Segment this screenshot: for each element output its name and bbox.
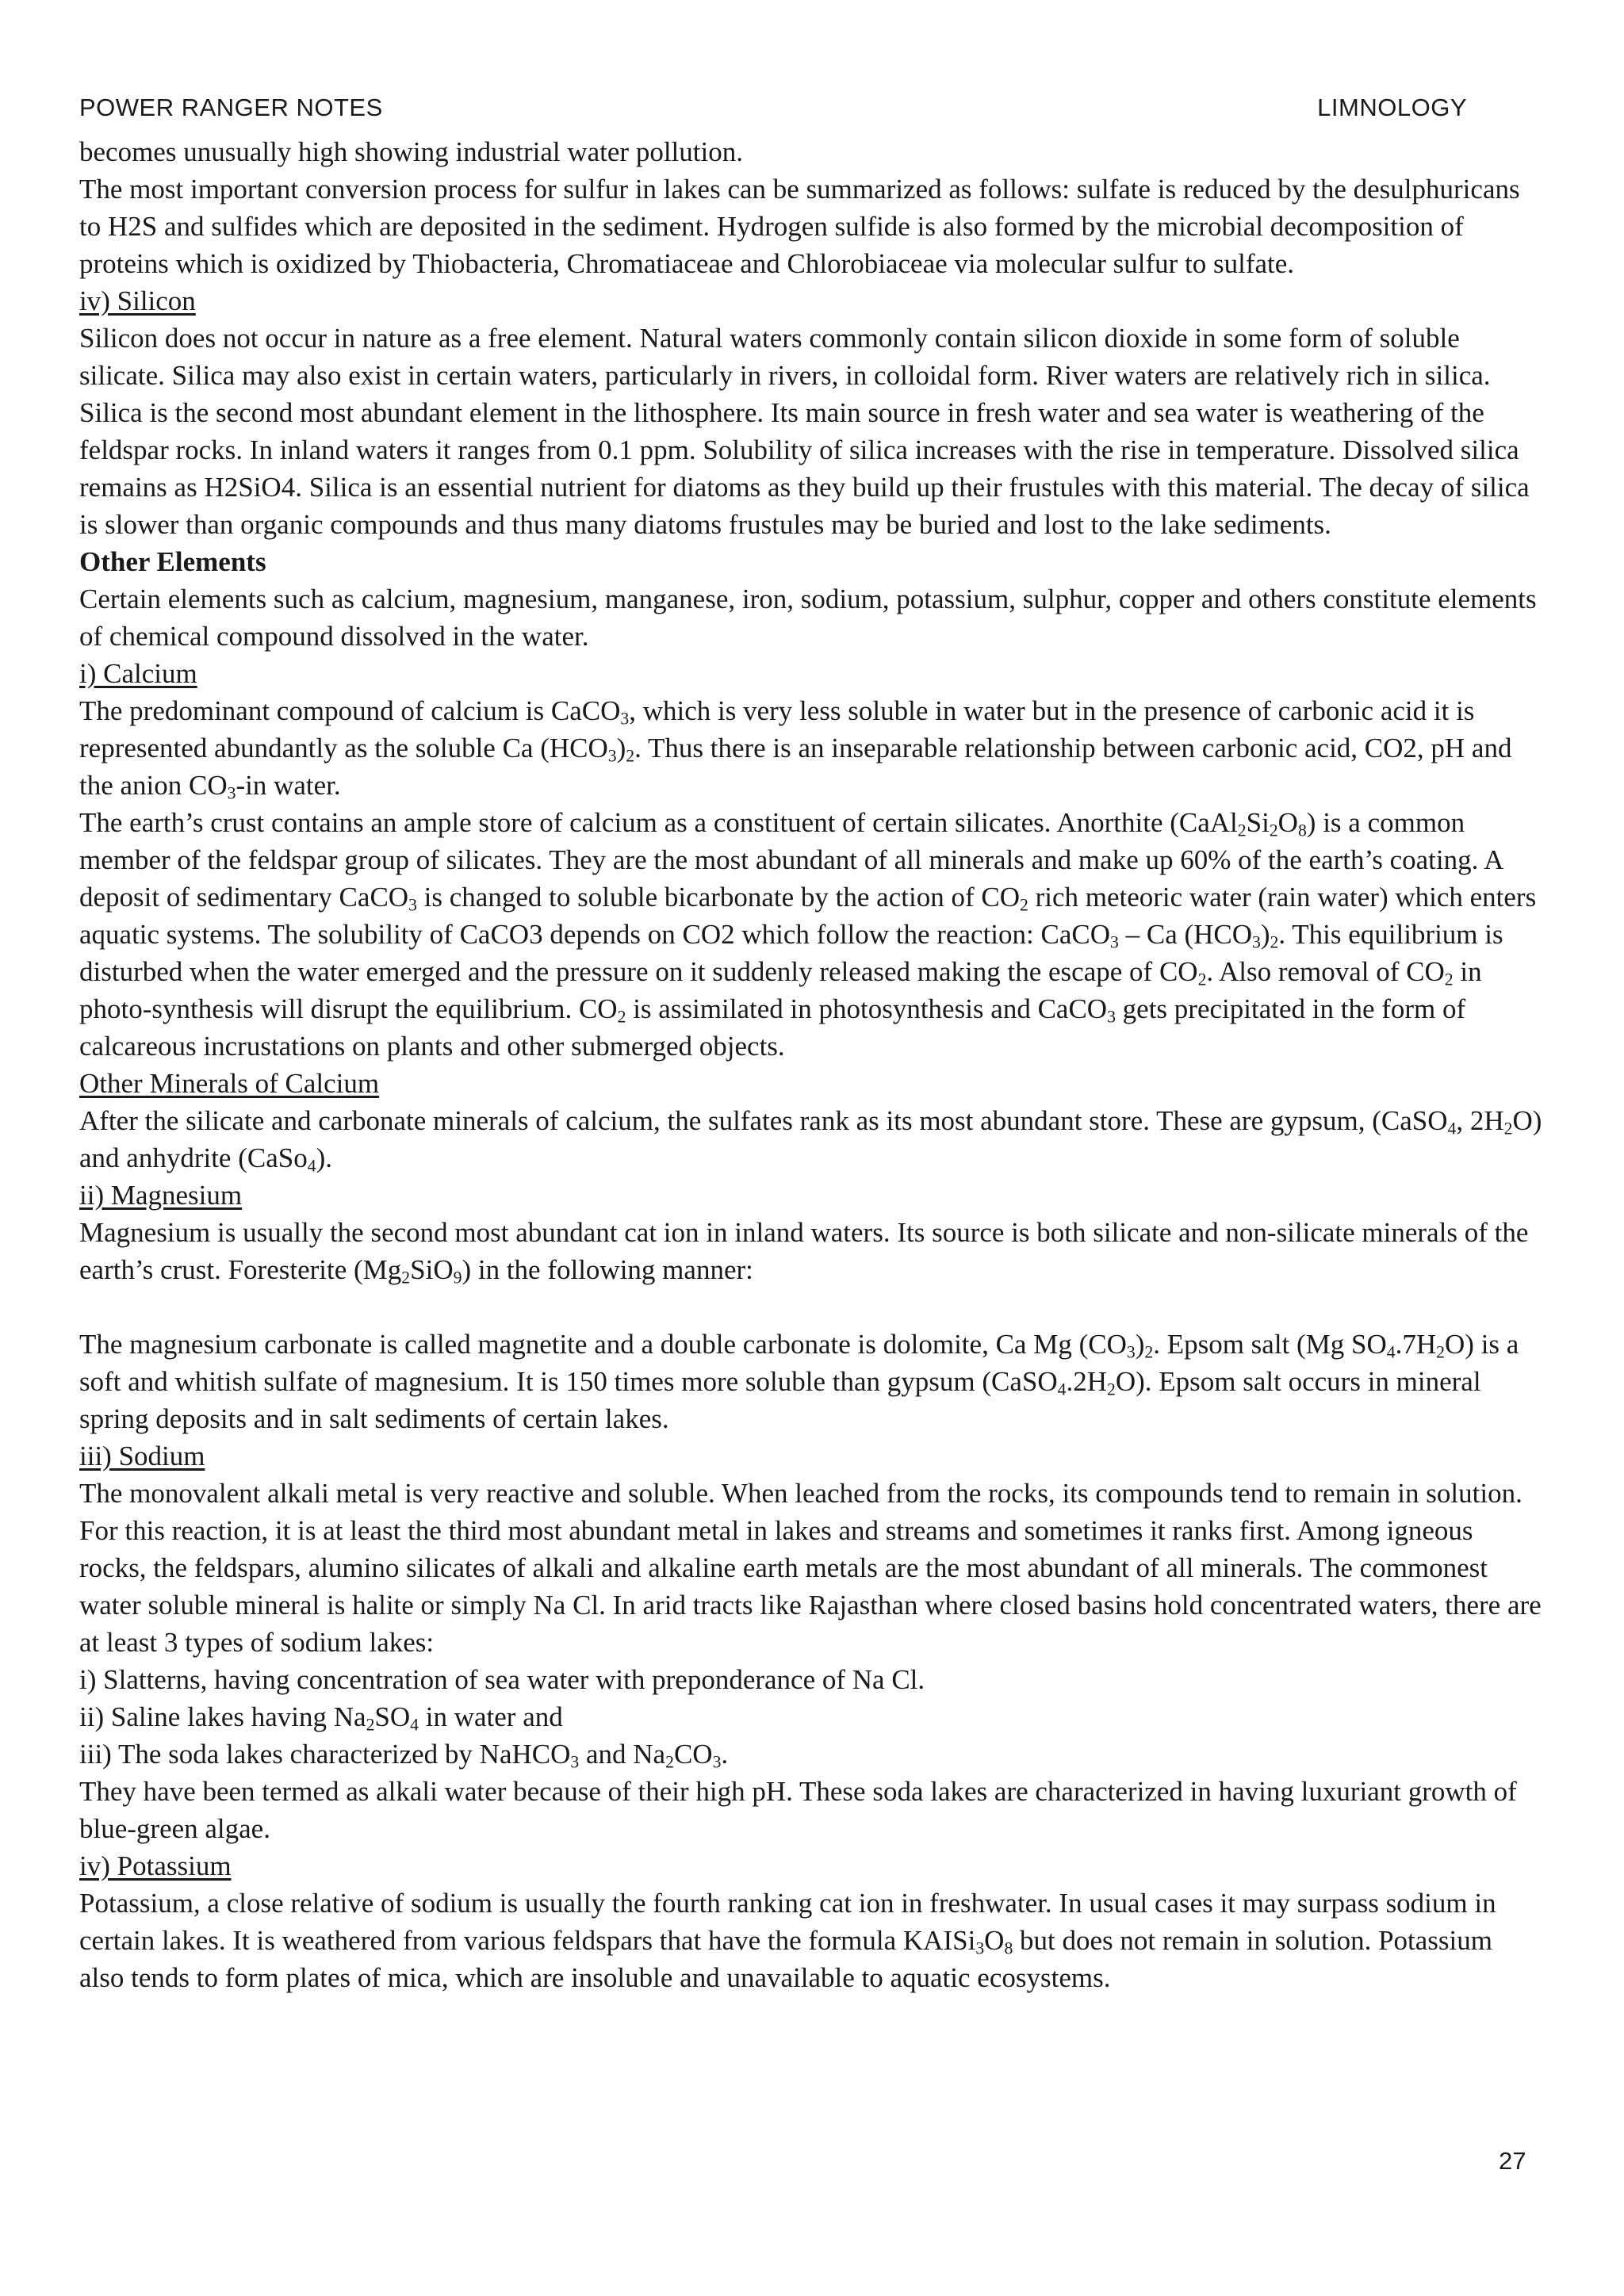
paragraph: Certain elements such as calcium, magnesium, manganese, iron, sodium, potassium, sulphur, copper and others constitute elements of chemical compound dissolved in the water.: [79, 584, 1537, 652]
page-header: [79, 94, 1467, 122]
header-left-title: POWER RANGER NOTES: [79, 94, 383, 121]
paragraph: i) Slatterns, having concentration of sea water with preponderance of Na Cl.: [79, 1664, 925, 1695]
blank-line: [79, 1288, 1542, 1326]
page-number: 27: [1499, 2147, 1526, 2175]
paragraph: The magnesium carbonate is called magnetite and a double carbonate is dolomite, Ca Mg $(CO_3)_2$. Epsom salt (Mg $SO_4.7H_2O$) is a soft and whitish sulfate of magnesium. It is 150 times more soluble than gypsum $(CaSO_4.2H_2O)$. Epsom salt occurs in mineral spring deposits and in salt sediments of certain lakes.: [79, 1329, 1519, 1434]
section-heading: i) Calcium: [79, 658, 197, 689]
paragraph: becomes unusually high showing industrial water pollution.: [79, 136, 743, 167]
paragraph: They have been termed as alkali water because of their high pH. These soda lakes are characterized in having luxuriant growth of blue-green algae.: [79, 1776, 1517, 1844]
paragraph: After the silicate and carbonate minerals of calcium, the sulfates rank as its most abundant store. These are gypsum, (CaSO$_4$, $2H_2O$) and anhydrite (CaSo$_4$).: [79, 1105, 1542, 1176]
section-heading: ii) Magnesium: [79, 1180, 243, 1211]
paragraph: ii) Saline lakes having $Na_2SO_4$ in water and: [79, 1701, 563, 1735]
paragraph: Potassium, a close relative of sodium is usually the fourth ranking cat ion in freshwater. In usual cases it may surpass sodium in certain lakes. It is weathered from various feldspars that have the formula $KAISi_3O_8$ but does not remain in solution. Potassium also tends to form plates of mica, which are insoluble and unavailable to aquatic ecosystems.: [79, 1888, 1496, 1993]
paragraph: The predominant compound of calcium is CaCO$_3$, which is very less soluble in water but in the presence of carbonic acid it is represented abundantly as the soluble Ca $(HCO_3)_2$. Thus there is an inseparable relationship between carbonic acid, CO2, pH and the anion $CO_3-in$ water.: [79, 695, 1512, 803]
header-right-title: LIMNOLOGY: [1317, 94, 1467, 121]
section-heading: Other Elements: [79, 546, 266, 577]
section-heading: iii) Sodium: [79, 1441, 205, 1471]
document-body: [79, 133, 1542, 1996]
section-heading: iv) Potassium: [79, 1850, 232, 1881]
paragraph: iii) The soda lakes characterized by NaHCO$_3$ and $Na_2CO_3$.: [79, 1739, 729, 1772]
paragraph: The monovalent alkali metal is very reactive and soluble. When leached from the rocks, its compounds tend to remain in solution. For this reaction, it is at least the third most abundant metal in lakes and streams and sometimes it ranks first. Among igneous rocks, the feldspars, alumino silicates of alkali and alkaline earth metals are the most abundant of all minerals. The commonest water soluble mineral is halite or simply Na Cl. In arid tracts like Rajasthan where closed basins hold concentrated waters, there are at least 3 types of sodium lakes:: [79, 1478, 1542, 1658]
section-heading: iv) Silicon: [79, 285, 196, 316]
paragraph: The most important conversion process for sulfur in lakes can be summarized as follows: sulfate is reduced by the desulphuricans to H2S and sulfides which are deposited in the sediment. Hydrogen sulfide is also formed by the microbial decomposition of proteins which is oxidized by Thiobacteria, Chromatiaceae and Chlorobiaceae via molecular sulfur to sulfate.: [79, 174, 1520, 279]
paragraph: The earth’s crust contains an ample store of calcium as a constituent of certain silicates. Anorthite $(CaAl_2Si_2O_8)$ is a common member of the feldspar group of silicates. They are the most abundant of all minerals and make up 60% of the earth’s coating. A deposit of sedimentary CaCO$_3$ is changed to soluble bicarbonate by the action of $CO_2$ rich meteoric water (rain water) which enters aquatic systems. The solubility of CaCO3 depends on CO2 which follow the reaction: CaCO$_3$ – Ca $(HCO_3)_2$. This equilibrium is disturbed when the water emerged and the pressure on it suddenly released making the escape of $CO_2$. Also removal of $CO_2$ in photo-synthesis will disrupt the equilibrium. $CO_2$ is assimilated in photosynthesis and CaCO$_3$ gets precipitated in the form of calcareous incrustations on plants and other submerged objects.: [79, 807, 1537, 1062]
section-heading: Other Minerals of Calcium: [79, 1068, 380, 1099]
paragraph: Magnesium is usually the second most abundant cat ion in inland waters. Its source is both silicate and non-silicate minerals of the earth’s crust. Foresterite $(Mg_2SiO_9)$ in the following manner:: [79, 1217, 1529, 1288]
paragraph: Silicon does not occur in nature as a free element. Natural waters commonly contain silicon dioxide in some form of soluble silicate. Silica may also exist in certain waters, particularly in rivers, in colloidal form. River waters are relatively rich in silica. Silica is the second most abundant element in the lithosphere. Its main source in fresh water and sea water is weathering of the feldspar rocks. In inland waters it ranges from 0.1 ppm. Solubility of silica increases with the rise in temperature. Dissolved silica remains as H2SiO4. Silica is an essential nutrient for diatoms as they build up their frustules with this material. The decay of silica is slower than organic compounds and thus many diatoms frustules may be buried and lost to the lake sediments.: [79, 323, 1530, 540]
